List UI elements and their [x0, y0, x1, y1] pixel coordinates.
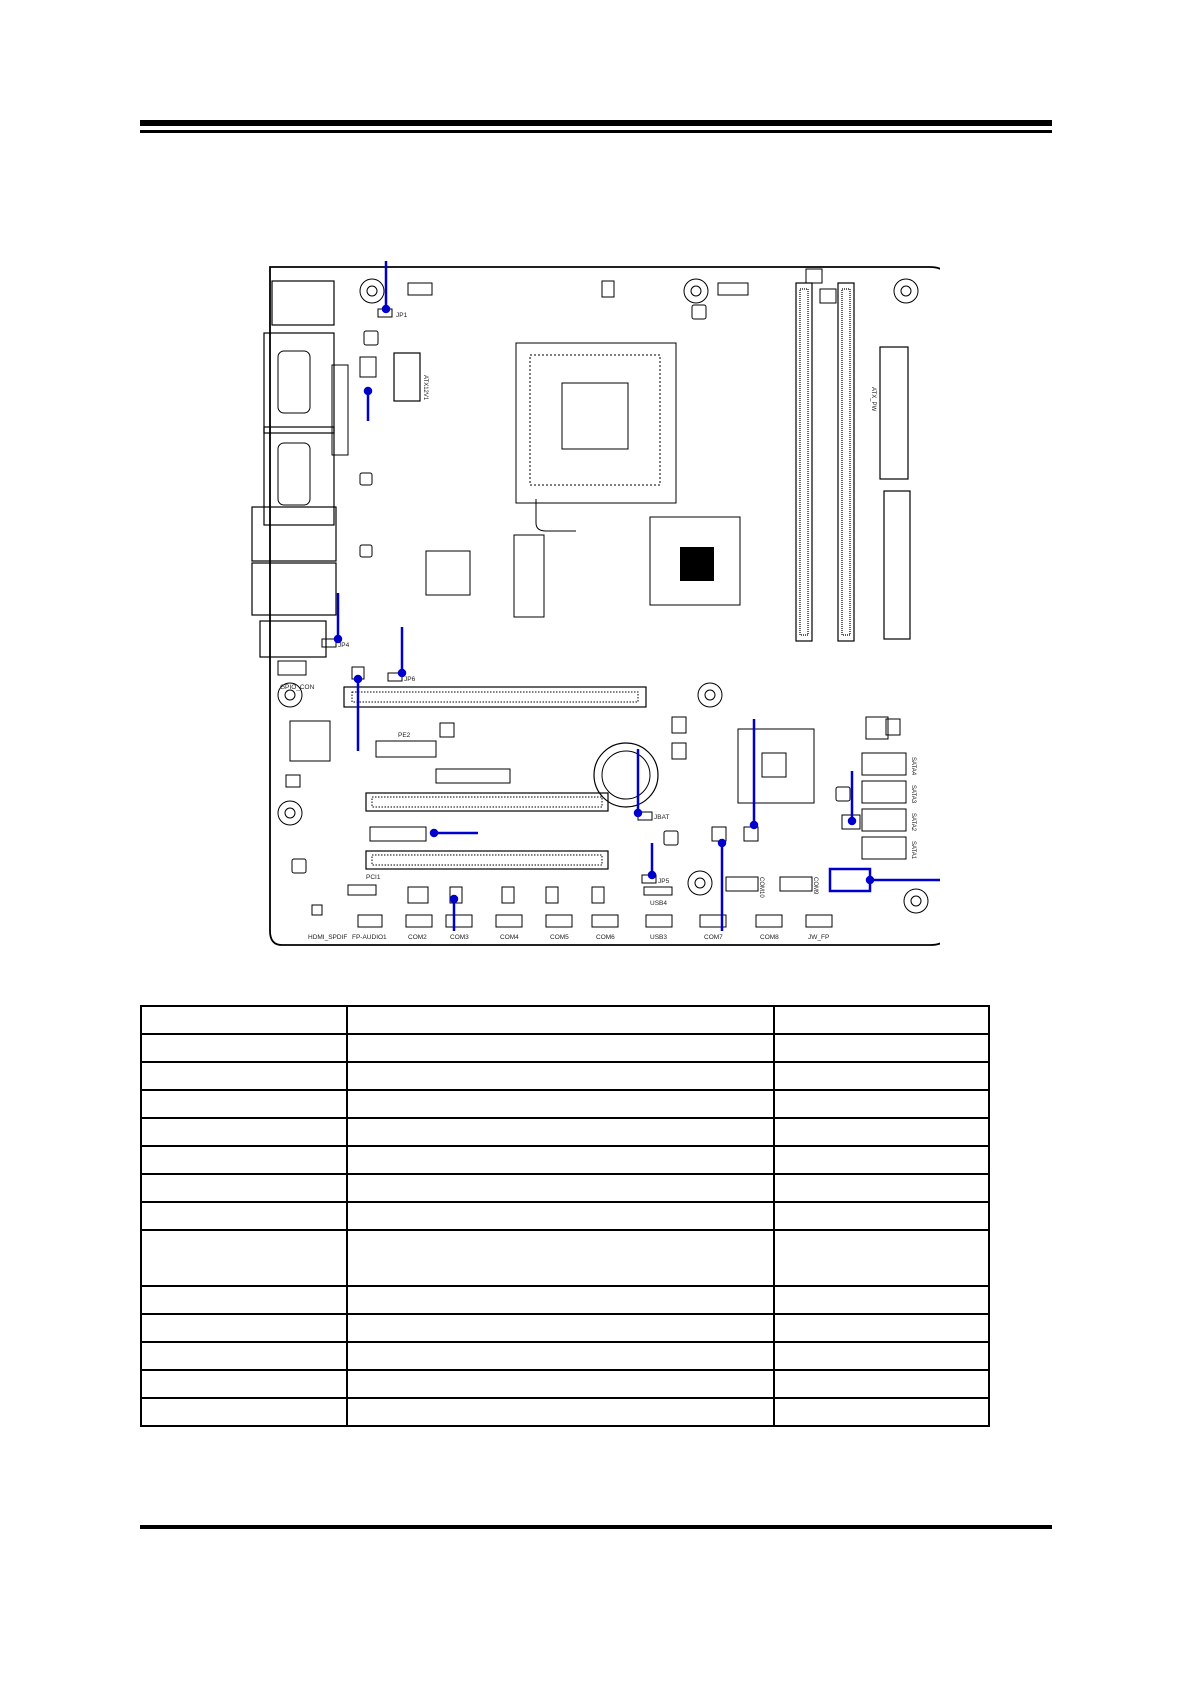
table-cell — [774, 1398, 989, 1426]
table-cell — [141, 1090, 347, 1118]
table-cell — [774, 1034, 989, 1062]
atx12v-label: ATX12V1 — [422, 375, 428, 401]
jp1-label: JP1 — [396, 312, 408, 319]
table-row — [141, 1174, 989, 1202]
jumper-settings-table — [140, 1005, 990, 1427]
top-rule-thin — [140, 130, 1052, 133]
table-cell — [347, 1202, 774, 1230]
table-cell — [774, 1314, 989, 1342]
usb-lan-port-2 — [252, 563, 336, 615]
table-row — [141, 1090, 989, 1118]
jp2-jumper — [360, 357, 376, 377]
dimm-slots — [796, 283, 854, 641]
table-row — [141, 1034, 989, 1062]
com7-label: COM7 — [704, 934, 723, 941]
bottom-rule — [140, 1525, 1052, 1529]
table-cell — [347, 1398, 774, 1426]
cmos-battery — [594, 743, 658, 807]
table-cell — [141, 1118, 347, 1146]
table-cell — [347, 1314, 774, 1342]
table-cell — [774, 1090, 989, 1118]
table-cell — [774, 1202, 989, 1230]
table-cell — [347, 1034, 774, 1062]
com8-label: COM8 — [760, 934, 779, 941]
com4-label: COM4 — [500, 934, 519, 941]
bottom-header-labels — [308, 934, 829, 941]
jp5-label: JP5 — [658, 878, 670, 885]
table-cell — [774, 1146, 989, 1174]
motherboard-layout-diagram — [240, 255, 940, 955]
table-cell — [347, 1230, 774, 1286]
jw-fp-label: JW_FP — [808, 934, 830, 941]
sata-ports — [862, 753, 906, 859]
table-cell — [347, 1174, 774, 1202]
table-cell — [347, 1286, 774, 1314]
com10-label: COM10 — [758, 877, 764, 898]
com9-label: COM9 — [812, 877, 818, 895]
usb4-header — [644, 887, 672, 895]
sata1-label: SATA1 — [910, 841, 916, 860]
pcie-x16-slot — [344, 687, 646, 707]
table-row — [141, 1146, 989, 1174]
table-row — [141, 1342, 989, 1370]
jbat-label: JBAT — [654, 814, 670, 821]
table-cell — [347, 1062, 774, 1090]
table-row — [141, 1118, 989, 1146]
table-row — [141, 1286, 989, 1314]
pe2-label: PE2 — [398, 732, 411, 739]
gpio-con-header — [278, 661, 306, 675]
ide-connector — [884, 491, 910, 639]
table-cell — [774, 1118, 989, 1146]
pe2-slot — [376, 741, 436, 757]
usb-lan-port-1 — [252, 507, 336, 561]
io-chip — [426, 551, 470, 595]
sata4-label: SATA4 — [910, 757, 916, 776]
board-outline — [270, 267, 940, 945]
header-strip — [370, 827, 426, 841]
usb3-label: USB3 — [650, 934, 667, 941]
table-cell — [347, 1146, 774, 1174]
fp-audio1-label: FP-AUDIO1 — [352, 934, 387, 941]
audio-codec-chip — [290, 721, 330, 761]
table-cell — [774, 1370, 989, 1398]
table-cell — [774, 1230, 989, 1286]
table-cell — [774, 1342, 989, 1370]
table-cell — [141, 1202, 347, 1230]
serial-port-1 — [264, 333, 334, 433]
table-row — [141, 1398, 989, 1426]
table-cell — [774, 1174, 989, 1202]
com2-label: COM2 — [408, 934, 427, 941]
top-rule-thick — [140, 120, 1052, 126]
fan-header-1 — [408, 283, 432, 295]
table-cell — [141, 1398, 347, 1426]
table-row — [141, 1202, 989, 1230]
table-cell — [141, 1062, 347, 1090]
ps2-port — [272, 281, 334, 325]
jumper-pair-2 — [744, 827, 758, 841]
pci-slot-1 — [366, 851, 608, 869]
table-cell — [347, 1090, 774, 1118]
table-cell — [774, 1062, 989, 1090]
table-row — [141, 1062, 989, 1090]
table-row — [141, 1230, 989, 1286]
com6-label: COM6 — [596, 934, 615, 941]
jp4-jumper — [322, 639, 336, 647]
fan-header-2 — [718, 283, 748, 295]
table-cell — [774, 1006, 989, 1034]
table-cell — [347, 1006, 774, 1034]
atx12v-connector — [394, 353, 420, 401]
table-cell — [141, 1146, 347, 1174]
hdmi-spdif-label: HDMI_SPDIF — [308, 934, 348, 941]
southbridge-chip — [738, 729, 814, 803]
vga-port — [264, 427, 334, 525]
table-cell — [774, 1286, 989, 1314]
table-cell — [141, 1174, 347, 1202]
table-cell — [347, 1118, 774, 1146]
highlighted-jumper-box — [830, 869, 870, 891]
usb4-label: USB4 — [650, 900, 667, 907]
table-row — [141, 1314, 989, 1342]
table-cell — [141, 1230, 347, 1286]
jp4-label: JP4 — [338, 642, 350, 649]
table-row — [141, 1006, 989, 1034]
table-cell — [141, 1286, 347, 1314]
atx-power-connector — [880, 347, 908, 479]
jp6-label: JP6 — [404, 676, 416, 683]
pci-slot-2 — [366, 793, 608, 811]
cpu-socket — [516, 343, 676, 531]
table-cell — [141, 1034, 347, 1062]
table-cell — [141, 1006, 347, 1034]
com5-label: COM5 — [550, 934, 569, 941]
gpio-con-label: GPIO_CON — [280, 684, 315, 691]
table-cell — [141, 1314, 347, 1342]
sata2-label: SATA2 — [910, 813, 916, 832]
table-cell — [347, 1342, 774, 1370]
table-cell — [347, 1370, 774, 1398]
table-row — [141, 1370, 989, 1398]
pci1-label: PCI1 — [366, 874, 381, 881]
table-cell — [141, 1342, 347, 1370]
northbridge-chip — [650, 517, 740, 605]
table-cell — [141, 1370, 347, 1398]
sata3-label: SATA3 — [910, 785, 916, 804]
bios-chip — [514, 535, 544, 617]
jumper-pair-1 — [712, 827, 726, 841]
atx-pw-label: ATX_PW — [870, 387, 876, 412]
com3-label: COM3 — [450, 934, 469, 941]
